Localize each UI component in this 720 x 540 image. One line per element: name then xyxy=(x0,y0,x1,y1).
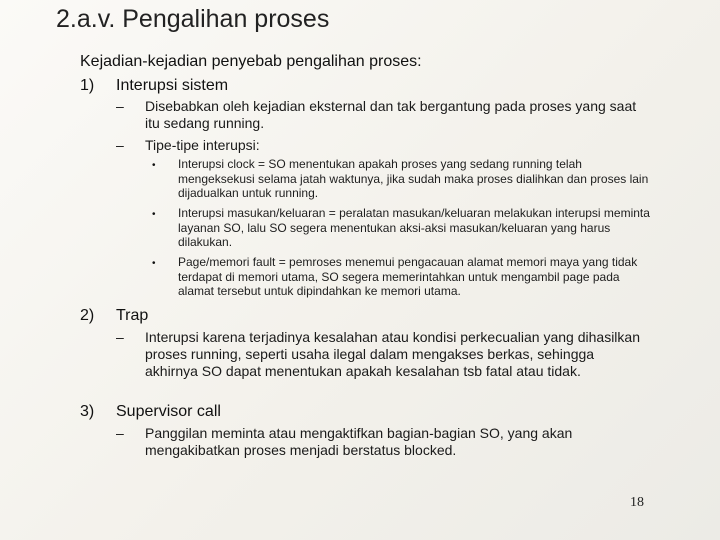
item-number: 2) xyxy=(80,307,95,324)
page-number: 18 xyxy=(630,495,644,510)
dash-marker: – xyxy=(116,98,124,114)
bullet-text: Page/memori fault = pemroses menemui pengacauan alamat memori maya yang tidak terdapat di memori utama, SO segera memerintahkan untuk mengambil page pada alamat tersebut untuk dipindahkan ke memori utama. xyxy=(178,255,638,298)
bullet-marker: • xyxy=(152,160,156,171)
dash-marker: – xyxy=(116,137,124,153)
item-number: 1) xyxy=(80,77,95,94)
intro-text: Kejadian-kejadian penyebab pengalihan proses: xyxy=(80,53,422,70)
bullet-marker: • xyxy=(152,209,156,220)
item-heading: Trap xyxy=(116,307,149,324)
item-number: 3) xyxy=(80,403,95,420)
subitem-text: Disebabkan oleh kejadian eksternal dan tak bergantung pada proses yang saat itu sedang running. xyxy=(145,98,637,131)
dash-marker: – xyxy=(116,425,124,441)
subitem-text: Tipe-tipe interupsi: xyxy=(145,137,260,153)
bullet-text: Interupsi masukan/keluaran = peralatan masukan/keluaran melakukan interupsi meminta layanan SO, lalu SO segera menentukan aksi-aksi masukan/keluaran yang harus dilakukan. xyxy=(178,206,650,249)
subitem-text: Panggilan meminta atau mengaktifkan bagian-bagian SO, yang akan mengakibatkan proses menjadi berstatus blocked. xyxy=(145,425,573,458)
slide-title: 2.a.v. Pengalihan proses xyxy=(56,5,330,33)
subitem-text: Interupsi karena terjadinya kesalahan atau kondisi perkecualian yang dihasilkan proses running, seperti usaha ilegal dalam mengakses berkas, sehingga akhirnya SO dapat menentukan apakah kesalahan tsb fatal atau tidak. xyxy=(145,329,640,379)
dash-marker: – xyxy=(116,329,124,345)
item-heading: Supervisor call xyxy=(116,403,221,420)
bullet-marker: • xyxy=(152,258,156,269)
bullet-text: Interupsi clock = SO menentukan apakah proses yang sedang running telah mengeksekusi selama jatah waktunya, jika sudah maka proses dialihkan dan proses lain dijadualkan untuk running. xyxy=(178,157,649,200)
item-heading: Interupsi sistem xyxy=(116,77,229,94)
